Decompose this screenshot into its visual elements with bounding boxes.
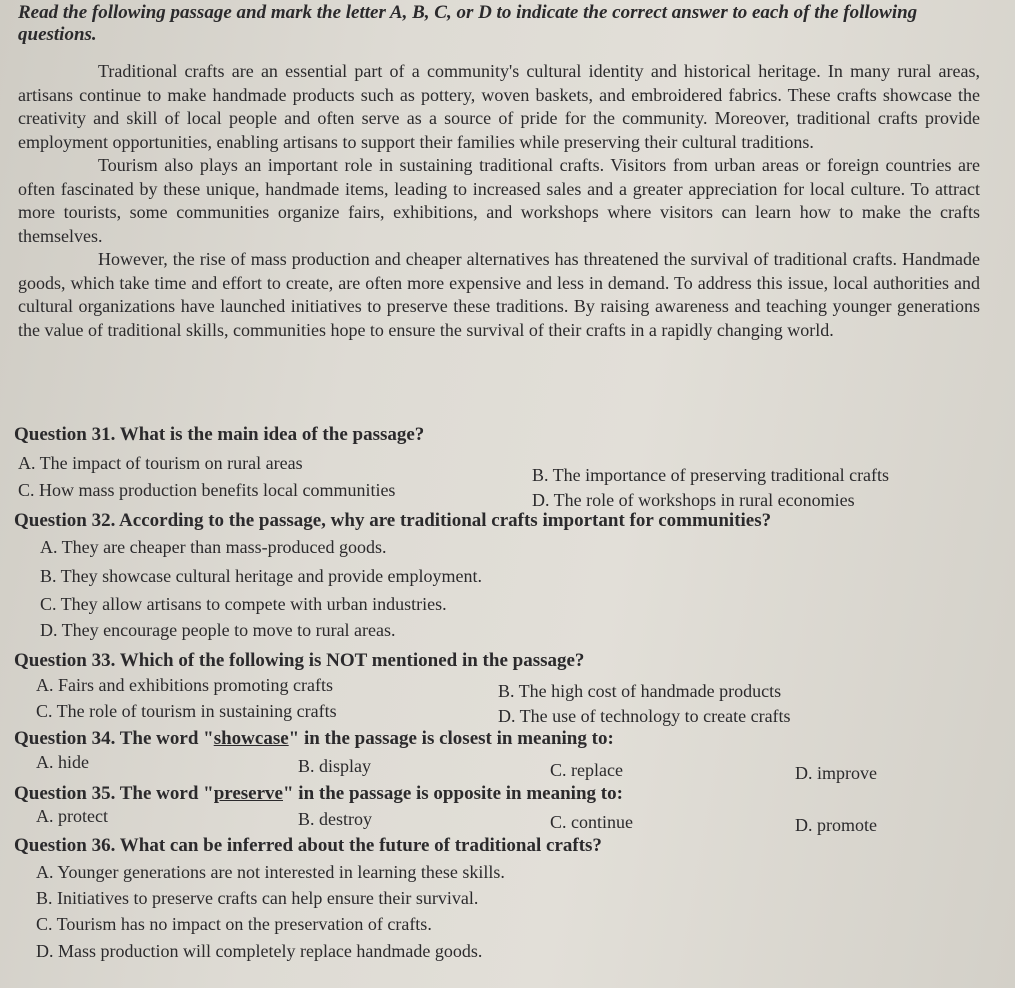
question-31-option-b[interactable]: B. The importance of preserving traditional crafts <box>532 465 890 485</box>
question-33-stem: Question 33. Which of the following is NOT mentioned in the passage? <box>14 650 585 671</box>
question-35-option-a[interactable]: A. protect <box>36 806 108 826</box>
question-35-option-d[interactable]: D. promote <box>795 815 877 835</box>
question-33-option-b[interactable]: B. The high cost of handmade products <box>498 681 782 701</box>
question-31-option-a[interactable]: A. The impact of tourism on rural areas <box>18 453 303 473</box>
passage-paragraph-1: Traditional crafts are an essential part of a community's cultural identity and historical heritage. In many rural areas, artisans continue to make handmade products such as pottery, woven baskets, and embroidered fabrics. These crafts showcase the creativity and skill of local people and often serve as a source of pride for the community. Moreover, traditional crafts provide employment opportunities, enabling artisans to support their families while preserving their cultural traditions. <box>18 61 980 152</box>
question-32-option-a[interactable]: A. They are cheaper than mass-produced goods. <box>40 537 387 557</box>
question-32-option-c[interactable]: C. They allow artisans to compete with urban industries. <box>40 594 447 614</box>
instructions: Read the following passage and mark the letter A, B, C, or D to indicate the correct answer to each of the following questions. <box>18 2 918 45</box>
question-34-option-d[interactable]: D. improve <box>795 763 877 783</box>
reading-passage <box>18 60 980 342</box>
question-36-option-c[interactable]: C. Tourism has no impact on the preservation of crafts. <box>36 914 432 934</box>
question-33-option-c[interactable]: C. The role of tourism in sustaining crafts <box>36 701 337 721</box>
question-36-option-a[interactable]: A. Younger generations are not interested in learning these skills. <box>36 862 505 882</box>
question-32-option-d[interactable]: D. They encourage people to move to rural areas. <box>40 620 396 640</box>
question-35-option-c[interactable]: C. continue <box>550 812 633 832</box>
question-31-option-d[interactable]: D. The role of workshops in rural economies <box>532 490 855 510</box>
question-34-option-b[interactable]: B. display <box>298 756 372 776</box>
question-36-option-b[interactable]: B. Initiatives to preserve crafts can help ensure their survival. <box>36 888 479 908</box>
question-32-option-b[interactable]: B. They showcase cultural heritage and provide employment. <box>40 566 483 586</box>
question-36-option-d[interactable]: D. Mass production will completely replace handmade goods. <box>36 941 483 961</box>
question-31-stem: Question 31. What is the main idea of the passage? <box>14 424 425 445</box>
question-34-option-a[interactable]: A. hide <box>36 752 89 772</box>
passage-paragraph-3: However, the rise of mass production and cheaper alternatives has threatened the survival of traditional crafts. Handmade goods, which take time and effort to create, are often more expensive and less in demand. To address this issue, local authorities and cultural organizations have launched initiatives to preserve these traditions. By raising awareness and teaching younger generations the value of traditional skills, communities hope to ensure the survival of their crafts in a rapidly changing world. <box>18 249 980 340</box>
question-33-option-d[interactable]: D. The use of technology to create crafts <box>498 706 791 726</box>
question-35-option-b[interactable]: B. destroy <box>298 809 372 829</box>
question-35-target-word: preserve <box>213 783 283 804</box>
question-31-option-c[interactable]: C. How mass production benefits local communities <box>18 480 396 500</box>
question-32-stem: Question 32. According to the passage, why are traditional crafts important for communities? <box>14 510 772 531</box>
question-34-target-word: showcase <box>213 728 289 749</box>
question-36-stem: Question 36. What can be inferred about the future of traditional crafts? <box>14 835 602 856</box>
passage-paragraph-2: Tourism also plays an important role in sustaining traditional crafts. Visitors from urban areas or foreign countries are often fascinated by these unique, handmade items, leading to increased sales and a greater appreciation for local culture. To attract more tourists, some communities organize fairs, exhibitions, and workshops where visitors can learn how to make the crafts themselves. <box>18 155 980 246</box>
question-34-option-c[interactable]: C. replace <box>550 760 623 780</box>
question-35-stem: Question 35. The word "preserve" in the passage is opposite in meaning to: <box>14 783 623 804</box>
question-34-stem: Question 34. The word "showcase" in the passage is closest in meaning to: <box>14 728 614 749</box>
question-33-option-a[interactable]: A. Fairs and exhibitions promoting crafts <box>36 675 333 695</box>
